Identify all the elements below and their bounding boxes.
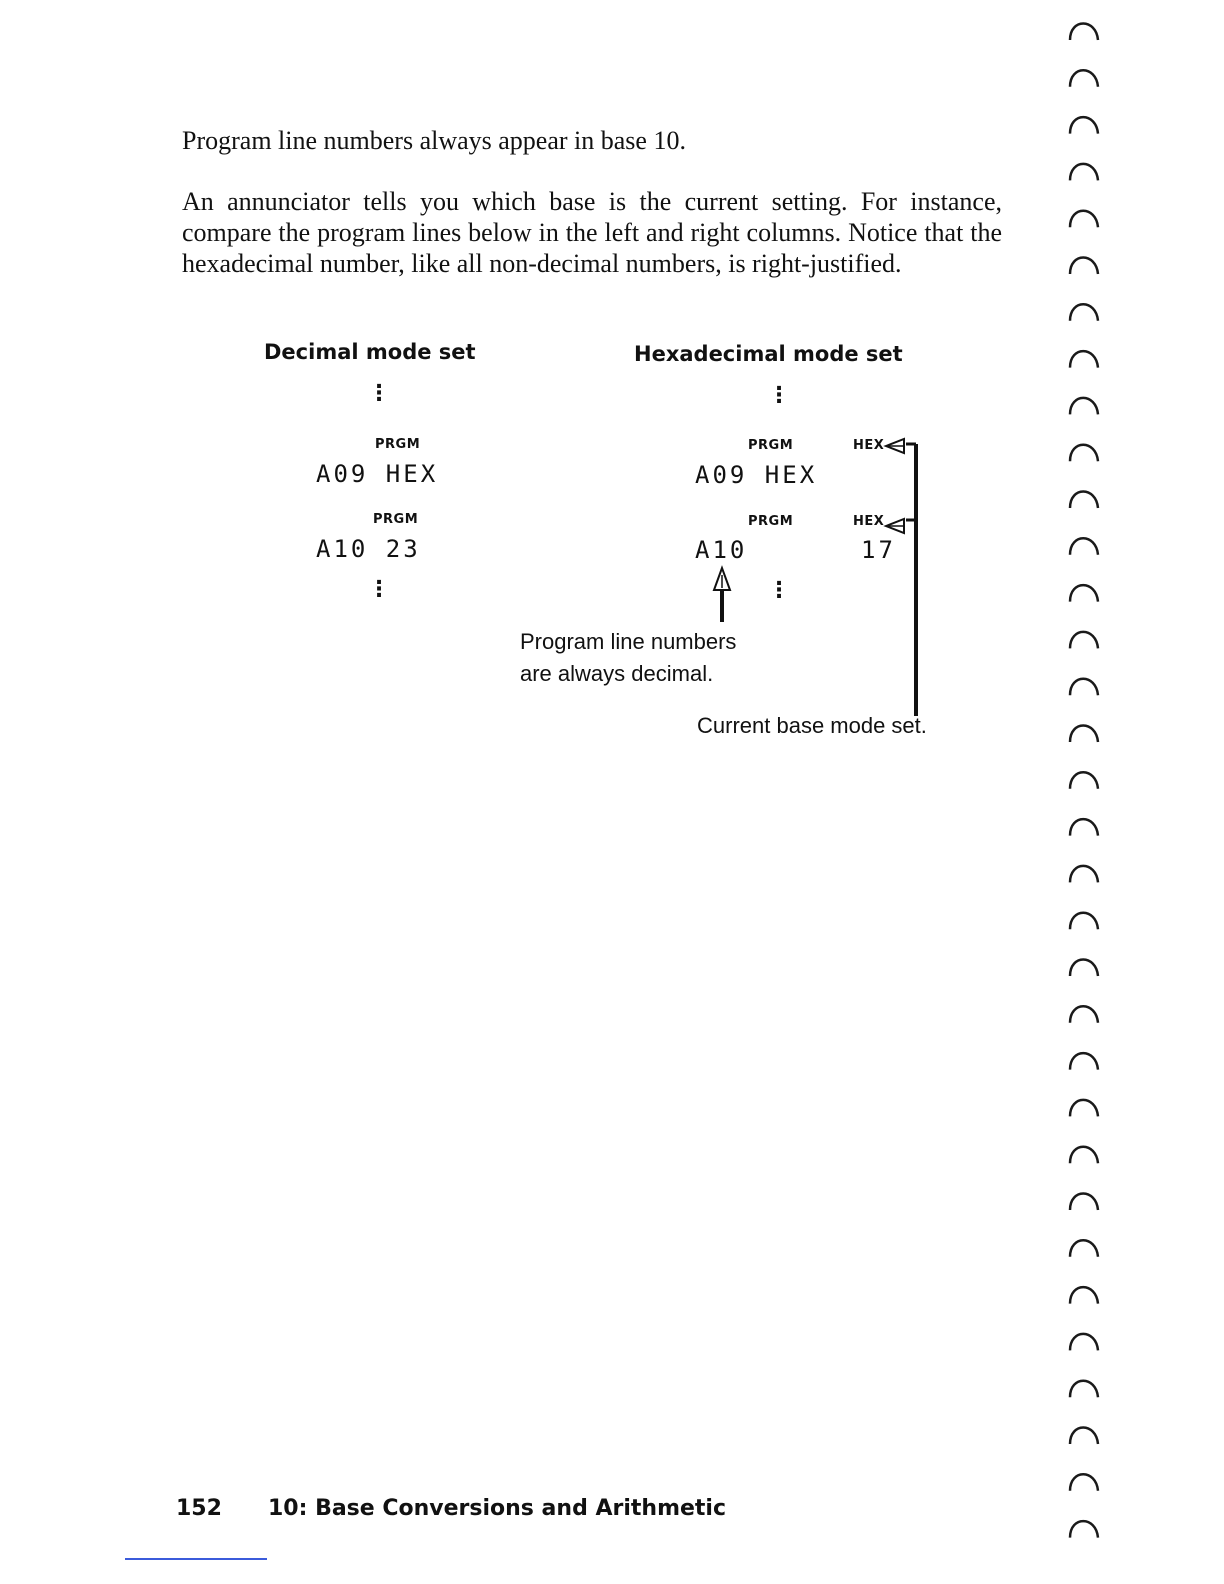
binding-ring-icon bbox=[1070, 960, 1098, 977]
binding-ring-icon bbox=[1070, 1521, 1098, 1538]
binding-ring-icon bbox=[1070, 1194, 1098, 1211]
callout-current-base: Current base mode set. bbox=[697, 713, 927, 738]
callout-always-decimal: are always decimal. bbox=[520, 661, 714, 686]
display-line-value: 17 bbox=[861, 536, 896, 564]
binding-ring-icon bbox=[1070, 1287, 1098, 1304]
binding-ring-icon bbox=[1070, 445, 1098, 462]
binding-ring-icon bbox=[1070, 913, 1098, 930]
callout-arrows bbox=[700, 430, 940, 720]
binding-ring-icon bbox=[1070, 492, 1098, 509]
decimal-heading: Decimal mode set bbox=[264, 340, 476, 364]
bracket-line-icon bbox=[906, 444, 916, 716]
binding-ring-icon bbox=[1070, 258, 1098, 275]
ellipsis-bottom-right: ⋮ bbox=[768, 578, 790, 603]
chapter-title: 10: Base Conversions and Arithmetic bbox=[268, 1496, 727, 1521]
display-line-label: A10 bbox=[695, 536, 748, 564]
binding-ring-icon bbox=[1070, 304, 1098, 321]
ellipsis-top-right: ⋮ bbox=[768, 383, 790, 408]
hex-annunciator: HEX bbox=[853, 438, 885, 453]
binding-ring-icon bbox=[1070, 1240, 1098, 1257]
binding-ring-icon bbox=[1070, 1334, 1098, 1351]
binding-ring-icon bbox=[1070, 398, 1098, 415]
binding-ring-icon bbox=[1070, 1381, 1098, 1398]
binding-ring-icon bbox=[1070, 351, 1098, 368]
binding-ring-icon bbox=[1070, 1006, 1098, 1023]
intro-paragraph: Program line numbers always appear in base 10. bbox=[182, 126, 686, 155]
footer-rule bbox=[125, 1558, 267, 1560]
binding-ring-icon bbox=[1070, 164, 1098, 181]
display-line: A09 HEX bbox=[695, 461, 818, 489]
binding-ring-icon bbox=[1070, 211, 1098, 228]
hex-annunciator: HEX bbox=[853, 514, 885, 529]
binding-ring-icon bbox=[1070, 70, 1098, 87]
left-arrow-icon bbox=[886, 439, 904, 453]
binding-ring-icon bbox=[1070, 1428, 1098, 1445]
left-arrow-icon bbox=[886, 519, 904, 533]
display-line: A10 23 bbox=[316, 535, 421, 563]
binding-ring-icon bbox=[1070, 632, 1098, 649]
prgm-annunciator: PRGM bbox=[748, 438, 794, 453]
up-arrow-icon bbox=[714, 568, 730, 622]
binding-ring-icon bbox=[1070, 772, 1098, 789]
annunciator-paragraph: An annunciator tells you which base is the current setting. For instance, compare the program lines below in the left and right columns. Notice that the hexadecimal number, like all non-decimal numbers, is right-justified. bbox=[182, 187, 1002, 278]
binding-rings bbox=[1062, 0, 1112, 1584]
ellipsis-top-left: ⋮ bbox=[368, 381, 390, 406]
page-number: 152 bbox=[176, 1496, 222, 1521]
hexadecimal-heading: Hexadecimal mode set bbox=[634, 342, 903, 366]
callout-line-numbers: Program line numbers bbox=[520, 629, 737, 654]
binding-ring-icon bbox=[1070, 1474, 1098, 1491]
binding-ring-icon bbox=[1070, 1100, 1098, 1117]
binding-ring-icon bbox=[1070, 538, 1098, 555]
prgm-annunciator: PRGM bbox=[748, 514, 794, 529]
binding-ring-icon bbox=[1070, 1053, 1098, 1070]
binding-ring-icon bbox=[1070, 24, 1098, 41]
binding-ring-icon bbox=[1070, 819, 1098, 836]
display-line: A09 HEX bbox=[316, 460, 439, 488]
binding-ring-icon bbox=[1070, 585, 1098, 602]
binding-ring-icon bbox=[1070, 117, 1098, 134]
binding-ring-icon bbox=[1070, 1147, 1098, 1164]
binding-ring-icon bbox=[1070, 679, 1098, 696]
prgm-annunciator: PRGM bbox=[373, 512, 419, 527]
binding-ring-icon bbox=[1070, 726, 1098, 743]
ellipsis-bottom-left: ⋮ bbox=[368, 577, 390, 602]
binding-ring-icon bbox=[1070, 866, 1098, 883]
prgm-annunciator: PRGM bbox=[375, 437, 421, 452]
